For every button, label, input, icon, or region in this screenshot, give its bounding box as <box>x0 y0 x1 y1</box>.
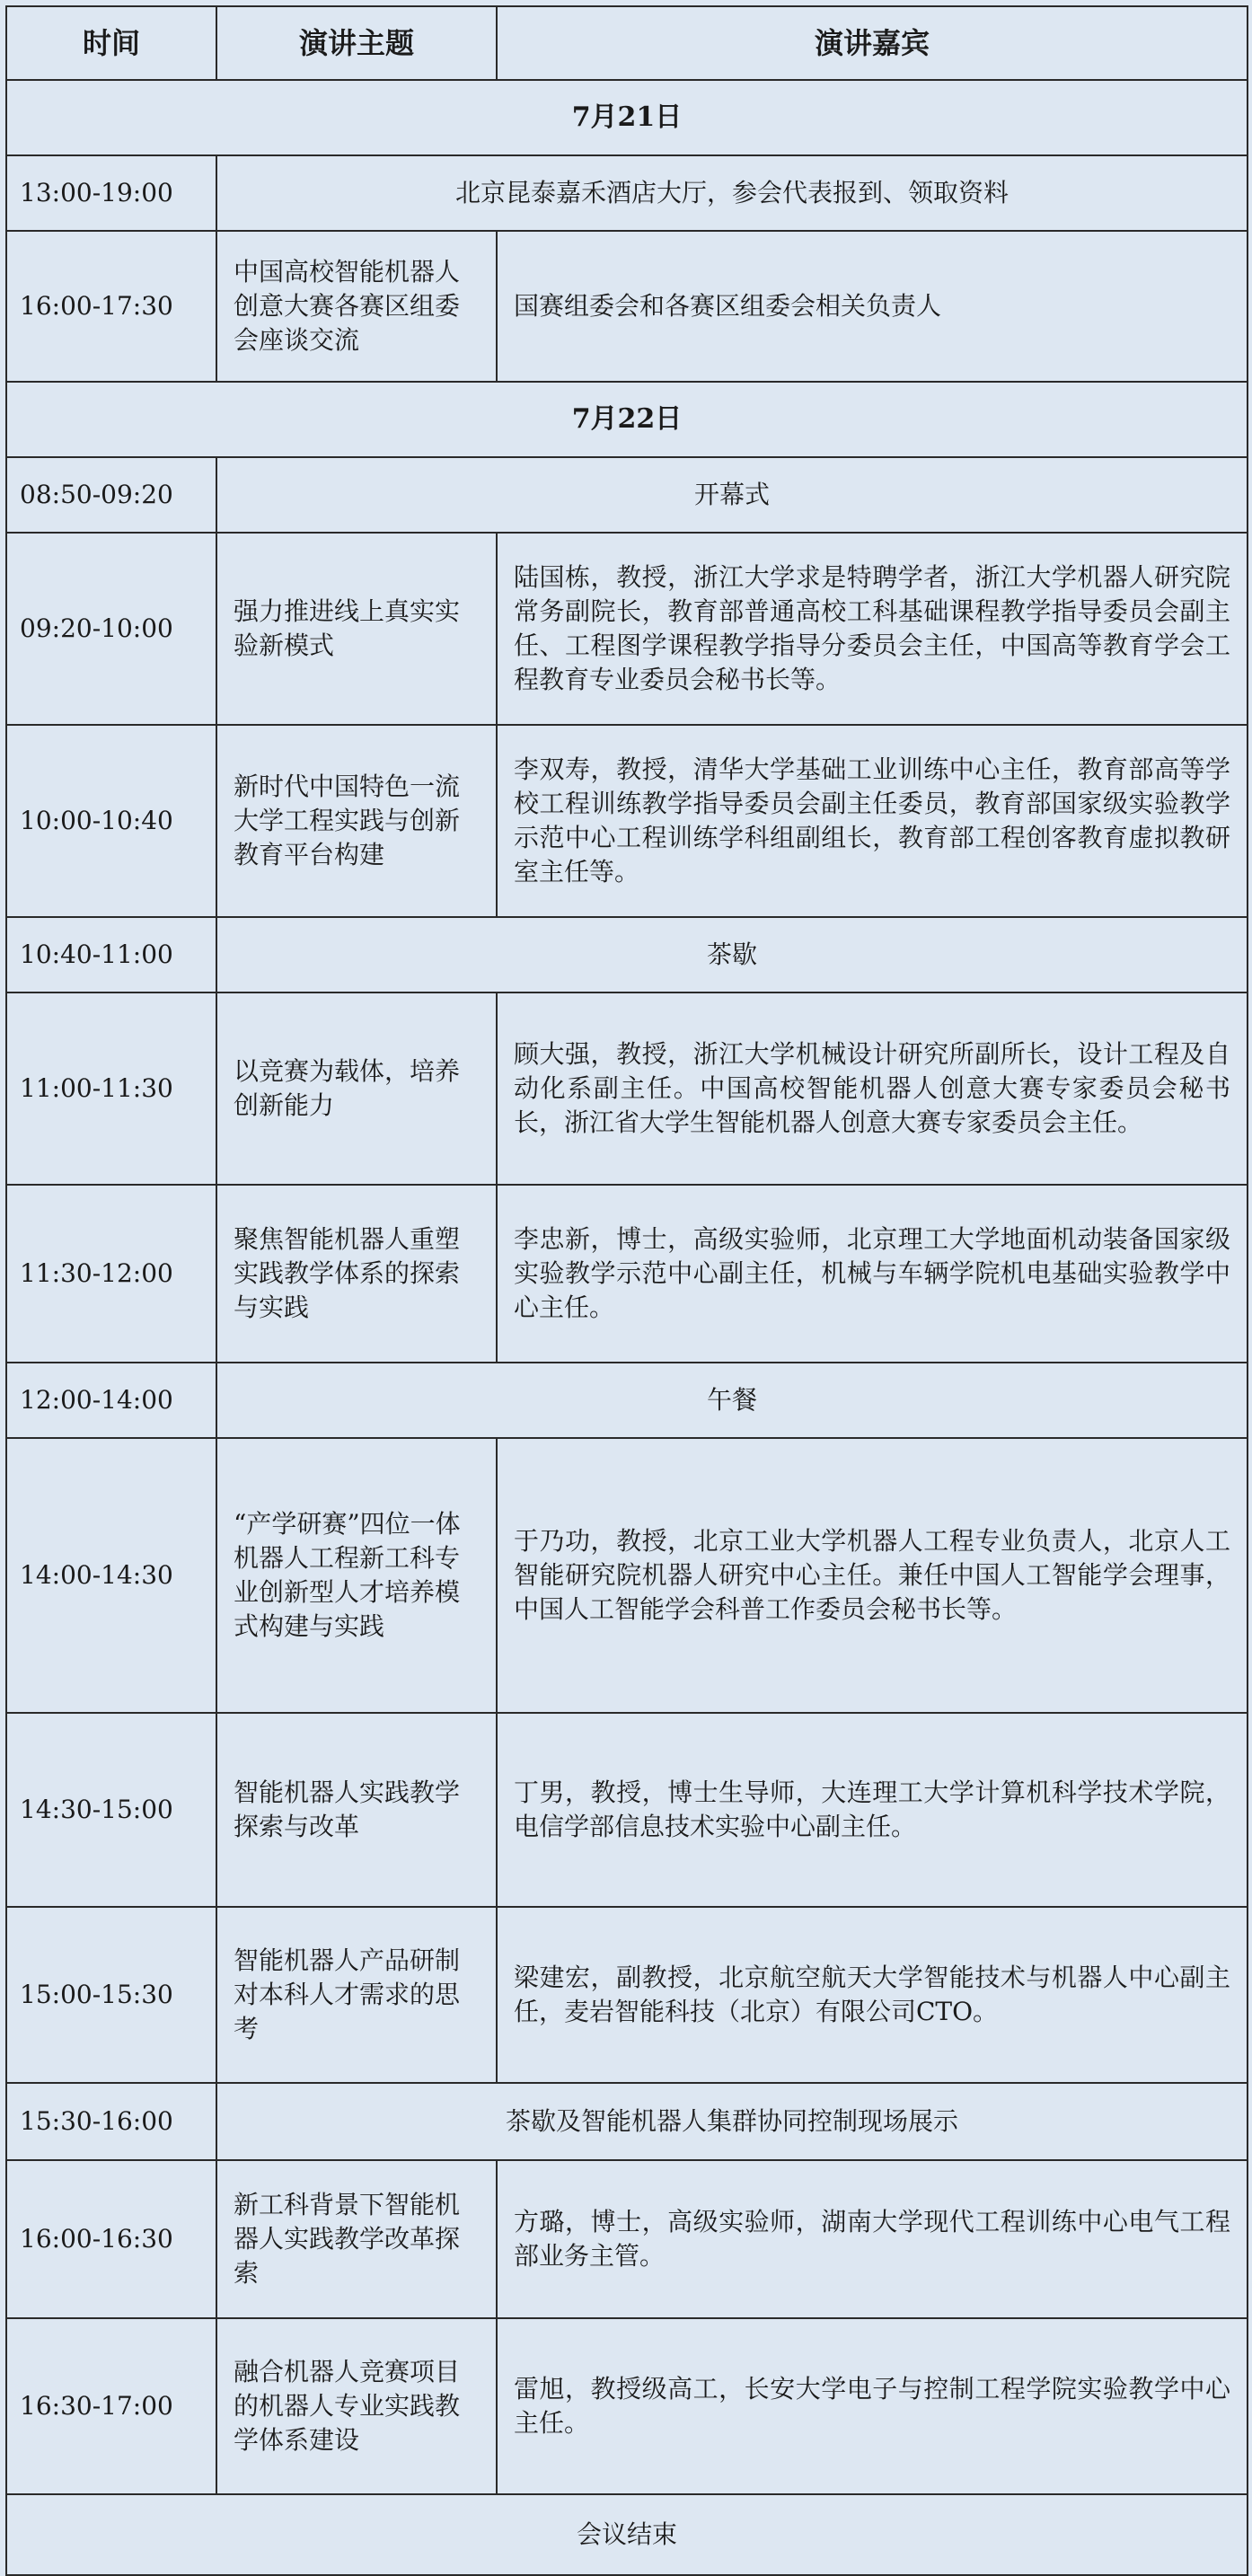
talk-time: 16:00-16:30 <box>6 2160 216 2318</box>
talk-time: 11:00-11:30 <box>6 992 216 1185</box>
talk-speaker: 国赛组委会和各赛区组委会相关负责人 <box>497 231 1248 382</box>
session-row <box>6 917 1248 992</box>
session-text: 午餐 <box>216 1363 1248 1438</box>
day-label: 7月22日 <box>6 382 1248 457</box>
talk-time: 11:30-12:00 <box>6 1185 216 1363</box>
talk-topic: 聚焦智能机器人重塑实践教学体系的探索与实践 <box>216 1185 497 1363</box>
talk-speaker: 方璐，博士，高级实验师，湖南大学现代工程训练中心电气工程部业务主管。 <box>497 2160 1248 2318</box>
talk-time: 16:00-17:30 <box>6 231 216 382</box>
session-text: 北京昆泰嘉禾酒店大厅，参会代表报到、领取资料 <box>216 155 1248 231</box>
session-row <box>6 457 1248 533</box>
day-row <box>6 80 1248 155</box>
talk-topic: 智能机器人产品研制对本科人才需求的思考 <box>216 1907 497 2083</box>
talk-topic: 强力推进线上真实实验新模式 <box>216 533 497 725</box>
talk-speaker: 李双寿，教授，清华大学基础工业训练中心主任，教育部高等学校工程训练教学指导委员会副主任委员，教育部国家级实验教学示范中心工程训练学科组副组长，教育部工程创客教育虚拟教研室主任等。 <box>497 725 1248 917</box>
talk-time: 14:30-15:00 <box>6 1713 216 1907</box>
session-text: 开幕式 <box>216 457 1248 533</box>
talk-row <box>6 231 1248 382</box>
session-time: 12:00-14:00 <box>6 1363 216 1438</box>
session-time: 15:30-16:00 <box>6 2083 216 2160</box>
talk-topic: “产学研赛”四位一体机器人工程新工科专业创新型人才培养模式构建与实践 <box>216 1438 497 1713</box>
end-label: 会议结束 <box>6 2494 1248 2575</box>
talk-time: 16:30-17:00 <box>6 2318 216 2494</box>
talk-topic: 新工科背景下智能机器人实践教学改革探索 <box>216 2160 497 2318</box>
talk-speaker: 李忠新，博士，高级实验师，北京理工大学地面机动装备国家级实验教学示范中心副主任，机械与车辆学院机电基础实验教学中心主任。 <box>497 1185 1248 1363</box>
session-time: 10:40-11:00 <box>6 917 216 992</box>
header-row <box>6 6 1248 80</box>
talk-speaker: 陆国栋，教授，浙江大学求是特聘学者，浙江大学机器人研究院常务副院长，教育部普通高校工科基础课程教学指导委员会副主任、工程图学课程教学指导分委员会主任，中国高等教育学会工程教育专业委员会秘书长等。 <box>497 533 1248 725</box>
talk-topic: 中国高校智能机器人创意大赛各赛区组委会座谈交流 <box>216 231 497 382</box>
talk-topic: 新时代中国特色一流大学工程实践与创新教育平台构建 <box>216 725 497 917</box>
talk-row <box>6 2160 1248 2318</box>
talk-time: 14:00-14:30 <box>6 1438 216 1713</box>
talk-speaker: 于乃功，教授，北京工业大学机器人工程专业负责人，北京人工智能研究院机器人研究中心主任。兼任中国人工智能学会理事，中国人工智能学会科普工作委员会秘书长等。 <box>497 1438 1248 1713</box>
talk-row <box>6 725 1248 917</box>
session-time: 13:00-19:00 <box>6 155 216 231</box>
day-row <box>6 382 1248 457</box>
header-topic: 演讲主题 <box>216 6 497 80</box>
talk-speaker: 顾大强，教授，浙江大学机械设计研究所副所长，设计工程及自动化系副主任。中国高校智能机器人创意大赛专家委员会秘书长，浙江省大学生智能机器人创意大赛专家委员会主任。 <box>497 992 1248 1185</box>
session-text: 茶歇及智能机器人集群协同控制现场展示 <box>216 2083 1248 2160</box>
header-time: 时间 <box>6 6 216 80</box>
talk-speaker: 雷旭，教授级高工，长安大学电子与控制工程学院实验教学中心主任。 <box>497 2318 1248 2494</box>
talk-topic: 以竞赛为载体，培养创新能力 <box>216 992 497 1185</box>
schedule-table <box>5 5 1248 2576</box>
session-row <box>6 2083 1248 2160</box>
end-row <box>6 2494 1248 2575</box>
session-time: 08:50-09:20 <box>6 457 216 533</box>
talk-time: 09:20-10:00 <box>6 533 216 725</box>
talk-row <box>6 1185 1248 1363</box>
talk-time: 15:00-15:30 <box>6 1907 216 2083</box>
talk-row <box>6 1438 1248 1713</box>
talk-row <box>6 1907 1248 2083</box>
talk-speaker: 梁建宏，副教授，北京航空航天大学智能技术与机器人中心副主任，麦岩智能科技（北京）有限公司CTO。 <box>497 1907 1248 2083</box>
talk-topic: 智能机器人实践教学探索与改革 <box>216 1713 497 1907</box>
talk-row <box>6 1713 1248 1907</box>
session-row <box>6 1363 1248 1438</box>
day-label: 7月21日 <box>6 80 1248 155</box>
session-text: 茶歇 <box>216 917 1248 992</box>
talk-topic: 融合机器人竞赛项目的机器人专业实践教学体系建设 <box>216 2318 497 2494</box>
talk-row <box>6 992 1248 1185</box>
talk-time: 10:00-10:40 <box>6 725 216 917</box>
session-row <box>6 155 1248 231</box>
talk-row <box>6 2318 1248 2494</box>
talk-speaker: 丁男，教授，博士生导师，大连理工大学计算机科学技术学院，电信学部信息技术实验中心副主任。 <box>497 1713 1248 1907</box>
talk-row <box>6 533 1248 725</box>
header-speaker: 演讲嘉宾 <box>497 6 1248 80</box>
